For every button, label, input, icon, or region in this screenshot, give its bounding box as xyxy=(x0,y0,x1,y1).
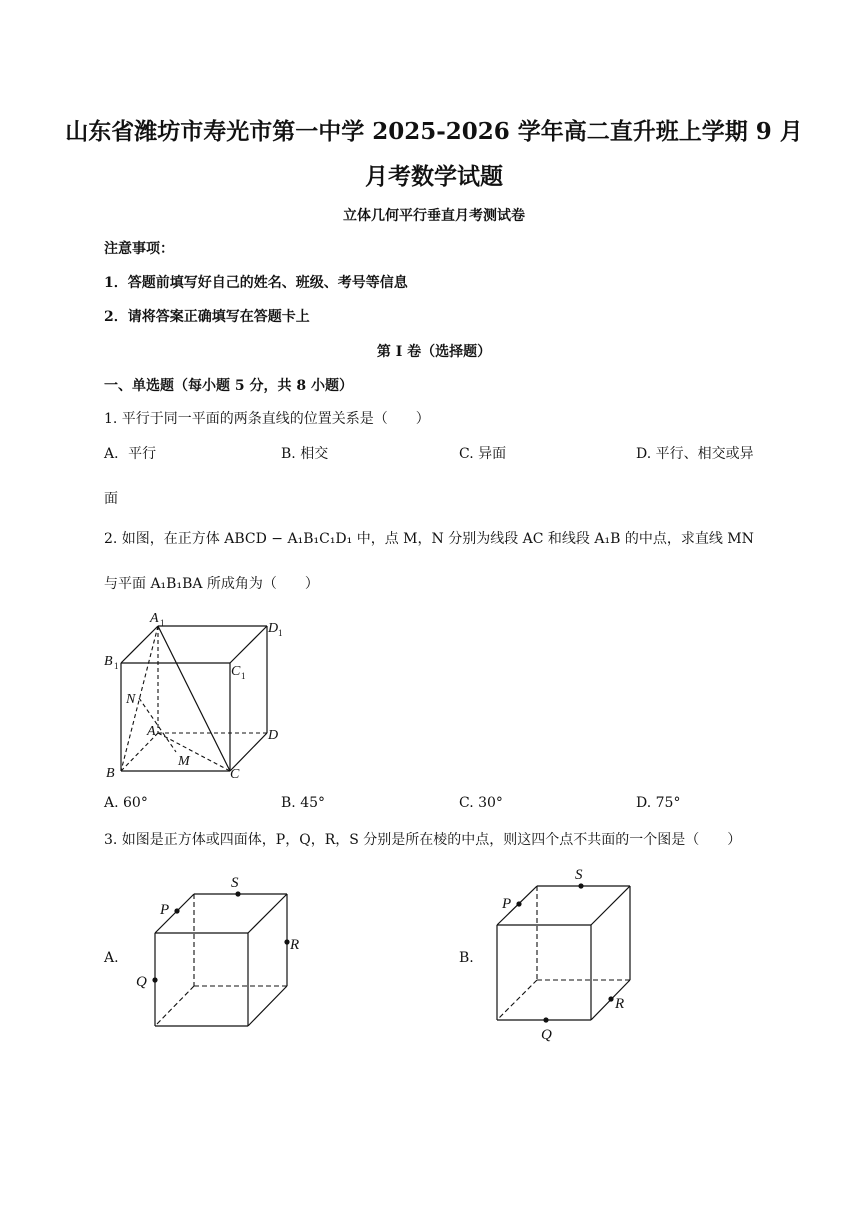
label-P: P xyxy=(160,902,170,918)
label-sub: 1 xyxy=(160,618,165,628)
q2-option-a: A. 60° xyxy=(104,795,148,811)
label-A1: A xyxy=(150,611,159,626)
q1-option-a: A．平行 xyxy=(104,446,157,462)
exam-title-line1: 山东省潍坊市寿光市第一中学 2025-2026 学年高二直升班上学期 9 月 xyxy=(65,118,803,145)
label-D: D xyxy=(268,728,279,743)
label-A: A xyxy=(147,724,156,739)
question-3-stem: 3. 如图是正方体或四面体，P，Q，R，S 分别是所在棱的中点，则这四个点不共面的一个图是（ ） xyxy=(104,832,742,848)
volume-label: 第 I 卷（选择题） xyxy=(376,344,492,360)
q2-option-b: B. 45° xyxy=(281,795,326,811)
label-Q: Q xyxy=(541,1027,552,1043)
q3-option-a-label: A. xyxy=(104,950,119,966)
q3-option-b-label: B. xyxy=(459,950,474,966)
label-B: B xyxy=(106,766,115,781)
cube-figure-q2 xyxy=(100,608,300,788)
label-sub: 1 xyxy=(278,628,283,638)
label-sub: 1 xyxy=(114,661,119,671)
label-P: P xyxy=(502,896,512,912)
point-Q xyxy=(543,1017,548,1022)
label-B1: B xyxy=(104,654,113,669)
q1-option-d: D. 平行、相交或异 xyxy=(636,446,754,462)
label-S: S xyxy=(575,867,583,883)
cube-figure-q3-a xyxy=(130,870,310,1035)
label-Q: Q xyxy=(136,974,147,990)
label-M: M xyxy=(178,754,190,769)
label-C1: C xyxy=(231,664,241,679)
label-N: N xyxy=(126,692,136,707)
point-R xyxy=(284,939,289,944)
label-D1: D xyxy=(268,621,279,636)
notes-item: 1．答题前填写好自己的姓名、班级、考号等信息 xyxy=(104,275,408,291)
question-1-stem: 1. 平行于同一平面的两条直线的位置关系是（ ） xyxy=(104,411,430,427)
point-R xyxy=(608,996,613,1001)
notes-heading: 注意事项： xyxy=(104,241,174,257)
q1-option-b: B. 相交 xyxy=(281,446,329,462)
label-S: S xyxy=(231,875,239,891)
exam-subtitle: 立体几何平行垂直月考测试卷 xyxy=(343,208,525,224)
q1-option-d-wrap: 面 xyxy=(104,491,118,507)
notes-item: 2．请将答案正确填写在答题卡上 xyxy=(104,309,310,325)
q2-option-d: D. 75° xyxy=(636,795,681,811)
label-sub: 1 xyxy=(241,671,246,681)
point-P xyxy=(174,908,179,913)
label-R: R xyxy=(290,937,300,953)
exam-title-line2: 月考数学试题 xyxy=(365,163,503,190)
label-R: R xyxy=(615,996,625,1012)
q1-option-c: C. 异面 xyxy=(459,446,507,462)
label-C: C xyxy=(230,767,240,782)
cube-figure-q3-b xyxy=(480,862,660,1044)
question-2-stem-line2: 与平面 A₁B₁BA 所成角为（ ） xyxy=(104,576,319,592)
point-S xyxy=(235,891,240,896)
question-2-stem-line1: 2. 如图，在正方体 ABCD − A₁B₁C₁D₁ 中，点 M，N 分别为线段 AC 和线段 A₁B 的中点，求直线 MN xyxy=(104,531,754,547)
point-S xyxy=(578,883,583,888)
point-P xyxy=(516,901,521,906)
q2-option-c: C. 30° xyxy=(459,795,503,811)
section-heading: 一、单选题（每小题 5 分，共 8 小题） xyxy=(104,378,353,394)
point-Q xyxy=(152,977,157,982)
